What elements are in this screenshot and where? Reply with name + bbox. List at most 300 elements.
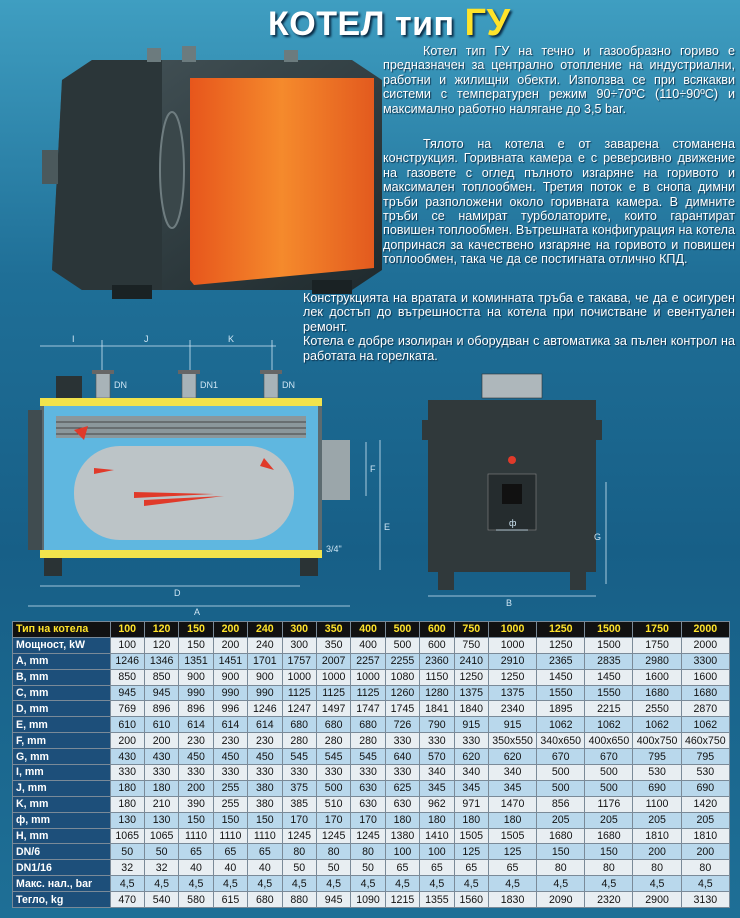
table-cell: 210 — [144, 796, 178, 812]
table-cell: 100 — [110, 637, 144, 653]
table-row — [13, 653, 730, 669]
table-cell: 450 — [248, 749, 282, 765]
table-cell: 990 — [213, 685, 247, 701]
row-label: DN/6 — [13, 844, 111, 860]
table-cell: 1150 — [420, 669, 454, 685]
table-cell: 1062 — [585, 717, 633, 733]
table-cell: 769 — [110, 701, 144, 717]
table-cell: 1245 — [282, 828, 316, 844]
table-row — [13, 844, 730, 860]
table-cell: 856 — [537, 796, 585, 812]
table-row — [13, 828, 730, 844]
table-cell: 670 — [585, 749, 633, 765]
table-cell: 614 — [248, 717, 282, 733]
table-cell: 1505 — [488, 828, 536, 844]
table-cell: 4,5 — [585, 876, 633, 892]
table-cell: 80 — [537, 860, 585, 876]
table-cell: 1250 — [537, 637, 585, 653]
table-cell: 330 — [144, 765, 178, 781]
table-cell: 340 — [454, 765, 488, 781]
table-cell: 330 — [420, 733, 454, 749]
table-cell: 510 — [316, 796, 350, 812]
table-cell: 962 — [420, 796, 454, 812]
table-row — [13, 637, 730, 653]
table-cell: 50 — [316, 860, 350, 876]
table-cell: 1550 — [585, 685, 633, 701]
table-cell: 2980 — [633, 653, 681, 669]
table-cell: 1250 — [454, 669, 488, 685]
table-cell: 125 — [488, 844, 536, 860]
table-cell: 614 — [213, 717, 247, 733]
table-cell: 630 — [351, 780, 385, 796]
table-cell: 40 — [213, 860, 247, 876]
dim-b-label: B — [506, 598, 513, 608]
table-cell: 385 — [282, 796, 316, 812]
table-cell: 1346 — [144, 653, 178, 669]
table-cell: 150 — [248, 812, 282, 828]
table-cell: 2870 — [681, 701, 729, 717]
table-cell: 945 — [110, 685, 144, 701]
table-cell: 350x550 — [488, 733, 536, 749]
table-cell: 205 — [681, 812, 729, 828]
table-cell: 4,5 — [420, 876, 454, 892]
row-label: ф, mm — [13, 812, 111, 828]
table-cell: 50 — [110, 844, 144, 860]
table-cell: 900 — [179, 669, 213, 685]
table-cell: 1375 — [454, 685, 488, 701]
table-cell: 300 — [282, 622, 316, 638]
table-cell: 2550 — [633, 701, 681, 717]
table-cell: 1497 — [316, 701, 350, 717]
table-cell: 900 — [213, 669, 247, 685]
table-cell: 530 — [633, 765, 681, 781]
table-cell: 200 — [110, 733, 144, 749]
table-cell: 330 — [213, 765, 247, 781]
table-cell: 880 — [282, 892, 316, 908]
table-cell: 50 — [351, 860, 385, 876]
table-cell: 680 — [351, 717, 385, 733]
table-cell: 850 — [144, 669, 178, 685]
table-cell: 3130 — [681, 892, 729, 908]
table-cell: 1247 — [282, 701, 316, 717]
table-cell: 1375 — [488, 685, 536, 701]
table-cell: 1757 — [282, 653, 316, 669]
table-header-row — [13, 622, 730, 638]
dn-label-2: DN — [282, 380, 295, 390]
table-cell: 2900 — [633, 892, 681, 908]
table-cell: 50 — [282, 860, 316, 876]
row-label: D, mm — [13, 701, 111, 717]
row-label: G, mm — [13, 749, 111, 765]
table-cell: 380 — [248, 796, 282, 812]
table-cell: 120 — [144, 637, 178, 653]
dn1-label: DN1 — [200, 380, 219, 390]
table-row — [13, 733, 730, 749]
row-label: F, mm — [13, 733, 111, 749]
table-cell: 340 — [488, 765, 536, 781]
table-cell: 205 — [633, 812, 681, 828]
table-cell: 850 — [110, 669, 144, 685]
table-row — [13, 812, 730, 828]
table-cell: 150 — [179, 812, 213, 828]
construction-paragraph: Тялото на котела е от заварена стоманена конструкция. Горивната камера е с реверсивно движение на газовете с оглед пълното изгаряне на горивото и максимален топлообмен. Третия поток е в снопа димни тръби разположени около горивната камера. В димните тръби се намират турболаторите, които гарантират повишен топлообмен. Вътрешната конфигурация на котела допринася за качествено изгаряне на горивото и повишен топлообмен, така че да се постигната отлично КПД. — [383, 137, 735, 267]
table-cell: 200 — [681, 844, 729, 860]
row-label: Макс. нал., bar — [13, 876, 111, 892]
table-cell: 375 — [282, 780, 316, 796]
table-cell: 1810 — [681, 828, 729, 844]
table-cell: 330 — [385, 765, 419, 781]
table-cell: 80 — [585, 860, 633, 876]
table-cell: 280 — [282, 733, 316, 749]
table-cell: 300 — [282, 637, 316, 653]
table-cell: 1830 — [488, 892, 536, 908]
table-cell: 330 — [385, 733, 419, 749]
table-cell: 65 — [179, 844, 213, 860]
table-cell: 915 — [488, 717, 536, 733]
table-cell: 795 — [633, 749, 681, 765]
table-cell: 4,5 — [144, 876, 178, 892]
table-cell: 540 — [144, 892, 178, 908]
table-cell: 915 — [454, 717, 488, 733]
dim-e-label: E — [384, 522, 391, 532]
table-cell: 1550 — [537, 685, 585, 701]
row-label: K, mm — [13, 796, 111, 812]
table-cell: 40 — [179, 860, 213, 876]
table-cell: 80 — [633, 860, 681, 876]
specs-table — [12, 621, 730, 908]
table-cell: 1410 — [420, 828, 454, 844]
side-section-drawing — [14, 330, 402, 616]
table-cell: 640 — [385, 749, 419, 765]
row-label: C, mm — [13, 685, 111, 701]
table-cell: 280 — [316, 733, 350, 749]
table-cell: 500 — [585, 780, 633, 796]
table-cell: 1110 — [179, 828, 213, 844]
table-cell: 750 — [454, 622, 488, 638]
table-cell: 1000 — [488, 622, 536, 638]
row-label: B, mm — [13, 669, 111, 685]
title-accent: ГУ — [464, 2, 511, 44]
table-cell: 610 — [144, 717, 178, 733]
table-cell: 996 — [213, 701, 247, 717]
table-cell: 170 — [351, 812, 385, 828]
table-cell: 32 — [110, 860, 144, 876]
table-cell: 4,5 — [488, 876, 536, 892]
table-cell: 1351 — [179, 653, 213, 669]
table-cell: 1840 — [454, 701, 488, 717]
table-cell: 1176 — [585, 796, 633, 812]
table-cell: 330 — [454, 733, 488, 749]
table-row — [13, 749, 730, 765]
table-cell: 1450 — [537, 669, 585, 685]
table-cell: 900 — [248, 669, 282, 685]
table-cell: 330 — [282, 765, 316, 781]
table-cell: 1680 — [681, 685, 729, 701]
table-cell: 1500 — [585, 637, 633, 653]
table-cell: 2007 — [316, 653, 350, 669]
table-cell: 2090 — [537, 892, 585, 908]
table-cell: 2000 — [681, 637, 729, 653]
table-cell: 2365 — [537, 653, 585, 669]
table-cell: 1125 — [351, 685, 385, 701]
table-cell: 690 — [633, 780, 681, 796]
dim-i-label: I — [72, 334, 75, 344]
table-cell: 4,5 — [351, 876, 385, 892]
table-cell: 1380 — [385, 828, 419, 844]
table-row — [13, 860, 730, 876]
table-cell: 390 — [179, 796, 213, 812]
table-cell: 120 — [144, 622, 178, 638]
table-cell: 65 — [213, 844, 247, 860]
table-cell: 3300 — [681, 653, 729, 669]
table-cell: 1110 — [213, 828, 247, 844]
table-cell: 200 — [179, 780, 213, 796]
table-cell: 2835 — [585, 653, 633, 669]
dn-label-1: DN — [114, 380, 127, 390]
table-cell: 470 — [110, 892, 144, 908]
table-cell: 1110 — [248, 828, 282, 844]
table-cell: 65 — [488, 860, 536, 876]
table-cell: 1062 — [537, 717, 585, 733]
table-cell: 630 — [385, 796, 419, 812]
table-cell: 400 — [351, 637, 385, 653]
table-cell: 1750 — [633, 622, 681, 638]
row-label: DN1/16 — [13, 860, 111, 876]
table-cell: 500 — [585, 765, 633, 781]
row-label: H, mm — [13, 828, 111, 844]
table-cell: 80 — [316, 844, 350, 860]
table-cell: 990 — [179, 685, 213, 701]
table-cell: 1000 — [316, 669, 350, 685]
table-cell: 1600 — [681, 669, 729, 685]
row-label: E, mm — [13, 717, 111, 733]
table-cell: 100 — [420, 844, 454, 860]
table-cell: 1065 — [144, 828, 178, 844]
table-cell: 350 — [316, 622, 350, 638]
table-cell: 100 — [110, 622, 144, 638]
table-cell: 330 — [179, 765, 213, 781]
table-cell: 580 — [179, 892, 213, 908]
table-cell: 200 — [213, 637, 247, 653]
table-cell: 400x650 — [585, 733, 633, 749]
front-view-drawing — [412, 370, 612, 610]
table-cell: 545 — [282, 749, 316, 765]
table-cell: 180 — [110, 780, 144, 796]
table-cell: 680 — [248, 892, 282, 908]
table-cell: 150 — [585, 844, 633, 860]
table-cell: 680 — [282, 717, 316, 733]
table-cell: 100 — [385, 844, 419, 860]
table-cell: 2910 — [488, 653, 536, 669]
table-cell: 500 — [385, 622, 419, 638]
table-cell: 150 — [179, 637, 213, 653]
table-cell: 450 — [213, 749, 247, 765]
table-cell: 1125 — [316, 685, 350, 701]
table-cell: 896 — [144, 701, 178, 717]
table-cell: 2410 — [454, 653, 488, 669]
table-cell: 670 — [537, 749, 585, 765]
table-cell: 255 — [213, 780, 247, 796]
table-cell: 4,5 — [248, 876, 282, 892]
table-cell: 500 — [537, 765, 585, 781]
table-cell: 345 — [454, 780, 488, 796]
table-cell: 40 — [248, 860, 282, 876]
intro-paragraph: Котел тип ГУ на течно и газообразно гориво е предназначен за централно отопление на индустриални, работни и жилищни обекти. Използва се при всякакви системи с температурен режим 90÷70ºC (110÷90ºC) и максимално работно налягане до 3,5 bar. — [383, 44, 735, 116]
table-cell: 80 — [282, 844, 316, 860]
table-cell: 1420 — [681, 796, 729, 812]
table-cell: 205 — [537, 812, 585, 828]
table-cell: 170 — [282, 812, 316, 828]
table-cell: 130 — [144, 812, 178, 828]
table-cell: 2360 — [420, 653, 454, 669]
title-prefix: КОТЕЛ тип — [268, 5, 465, 43]
table-cell: 625 — [385, 780, 419, 796]
row-label: I, mm — [13, 765, 111, 781]
dim-a-label: A — [194, 607, 201, 616]
table-cell: 330 — [110, 765, 144, 781]
dim-phi-label: ф — [509, 518, 517, 528]
table-cell: 790 — [420, 717, 454, 733]
insulation-text: Котела е добре изолиран и оборудван с автоматика за пълен контрол на работата на горелката. — [303, 334, 735, 363]
table-cell: 1680 — [633, 685, 681, 701]
table-cell: 65 — [420, 860, 454, 876]
table-cell: 1245 — [351, 828, 385, 844]
table-cell: 1747 — [351, 701, 385, 717]
table-cell: 610 — [110, 717, 144, 733]
table-cell: 620 — [488, 749, 536, 765]
table-cell: 2320 — [585, 892, 633, 908]
boiler-photo — [22, 40, 394, 302]
table-cell: 65 — [454, 860, 488, 876]
table-cell: 1246 — [110, 653, 144, 669]
table-cell: 180 — [420, 812, 454, 828]
table-cell: 945 — [316, 892, 350, 908]
table-cell: 630 — [351, 796, 385, 812]
table-cell: 4,5 — [110, 876, 144, 892]
table-cell: 1125 — [282, 685, 316, 701]
table-cell: 80 — [681, 860, 729, 876]
table-cell: 615 — [213, 892, 247, 908]
table-cell: 65 — [385, 860, 419, 876]
table-cell: 150 — [179, 622, 213, 638]
table-cell: 240 — [248, 637, 282, 653]
table-row — [13, 669, 730, 685]
table-cell: 1215 — [385, 892, 419, 908]
table-cell: 1810 — [633, 828, 681, 844]
table-cell: 945 — [144, 685, 178, 701]
table-cell: 400x750 — [633, 733, 681, 749]
table-cell: 345 — [488, 780, 536, 796]
table-cell: 1701 — [248, 653, 282, 669]
dim-d-label: D — [174, 588, 181, 598]
table-cell: 350 — [316, 637, 350, 653]
table-cell: 1065 — [110, 828, 144, 844]
table-cell: 4,5 — [316, 876, 350, 892]
row-label: Тип на котела — [13, 622, 111, 638]
table-cell: 1100 — [633, 796, 681, 812]
table-cell: 600 — [420, 622, 454, 638]
table-cell: 1250 — [488, 669, 536, 685]
table-cell: 2255 — [385, 653, 419, 669]
dim-k-label: K — [228, 334, 235, 344]
table-cell: 4,5 — [537, 876, 585, 892]
dim-f-label: F — [370, 464, 376, 474]
table-row — [13, 780, 730, 796]
table-cell: 1600 — [633, 669, 681, 685]
table-row — [13, 701, 730, 717]
table-cell: 4,5 — [282, 876, 316, 892]
table-cell: 200 — [213, 622, 247, 638]
table-cell: 1355 — [420, 892, 454, 908]
table-cell: 280 — [351, 733, 385, 749]
table-cell: 1250 — [537, 622, 585, 638]
table-cell: 1000 — [488, 637, 536, 653]
table-cell: 330 — [351, 765, 385, 781]
table-row — [13, 796, 730, 812]
table-cell: 450 — [179, 749, 213, 765]
table-cell: 180 — [385, 812, 419, 828]
table-cell: 1062 — [633, 717, 681, 733]
row-label: Мощност, kW — [13, 637, 111, 653]
table-cell: 180 — [144, 780, 178, 796]
table-row — [13, 876, 730, 892]
table-cell: 230 — [248, 733, 282, 749]
table-cell: 614 — [179, 717, 213, 733]
dim-j-label: J — [144, 334, 149, 344]
table-cell: 600 — [420, 637, 454, 653]
table-cell: 690 — [681, 780, 729, 796]
table-cell: 1505 — [454, 828, 488, 844]
table-cell: 180 — [454, 812, 488, 828]
table-cell: 1745 — [385, 701, 419, 717]
table-cell: 4,5 — [179, 876, 213, 892]
table-cell: 4,5 — [633, 876, 681, 892]
table-cell: 545 — [316, 749, 350, 765]
table-cell: 430 — [110, 749, 144, 765]
row-label: J, mm — [13, 780, 111, 796]
table-cell: 1090 — [351, 892, 385, 908]
table-cell: 1280 — [420, 685, 454, 701]
table-cell: 2000 — [681, 622, 729, 638]
table-cell: 4,5 — [681, 876, 729, 892]
table-cell: 255 — [213, 796, 247, 812]
table-cell: 205 — [585, 812, 633, 828]
table-cell: 65 — [248, 844, 282, 860]
table-cell: 430 — [144, 749, 178, 765]
table-cell: 680 — [316, 717, 350, 733]
table-row — [13, 892, 730, 908]
table-cell: 180 — [488, 812, 536, 828]
table-cell: 750 — [454, 637, 488, 653]
table-cell: 1680 — [585, 828, 633, 844]
dim-g-label: G — [594, 532, 602, 542]
table-cell: 4,5 — [454, 876, 488, 892]
table-cell: 500 — [316, 780, 350, 796]
table-cell: 971 — [454, 796, 488, 812]
table-cell: 1750 — [633, 637, 681, 653]
table-cell: 1246 — [248, 701, 282, 717]
table-cell: 4,5 — [213, 876, 247, 892]
table-cell: 726 — [385, 717, 419, 733]
table-cell: 340 — [420, 765, 454, 781]
table-cell: 545 — [351, 749, 385, 765]
table-cell: 380 — [248, 780, 282, 796]
table-cell: 1470 — [488, 796, 536, 812]
table-cell: 1080 — [385, 669, 419, 685]
table-cell: 1451 — [213, 653, 247, 669]
table-cell: 240 — [248, 622, 282, 638]
table-cell: 230 — [179, 733, 213, 749]
